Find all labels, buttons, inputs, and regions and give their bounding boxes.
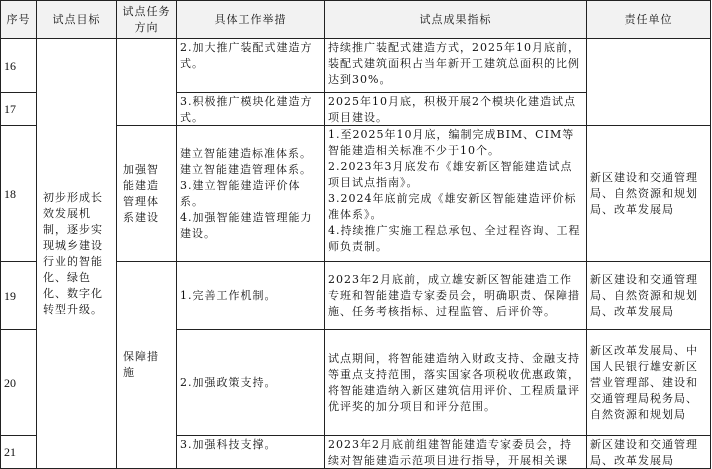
indicator-cell: 2025年10月底，积极开展2个模块化建造试点项目建设。: [325, 93, 587, 126]
indicator-line: 4.持续推广实施工程总承包、全过程咨询、工程师负责制。: [328, 224, 581, 253]
direction-cell-empty: [117, 39, 177, 126]
measure-cell: 1.完善工作机制。: [177, 262, 325, 330]
indicator-cell: 试点期间，将智能建造纳入财政支持、金融支持等重点支持范围，落实国家各项税收优惠政策，将智能建造纳入新区建筑信用评价、工程质量评优评奖的加分项目和评分范围。: [325, 330, 587, 436]
measure-cell: 3.加强科技支撑。: [177, 436, 325, 469]
indicator-line: 3.2024年底前完成《雄安新区智能建造评价标准体系》。: [328, 192, 577, 221]
measure-line: 建立智能建造管理体系。: [180, 162, 312, 176]
header-units: 责任单位: [587, 1, 711, 39]
measure-line: 3.建立智能建造评价体系。: [180, 178, 301, 208]
header-seq: 序号: [1, 1, 37, 39]
measure-cell: 3.积极推广模块化建造方式。: [177, 93, 325, 126]
units-cell-empty: [587, 39, 711, 126]
indicator-cell: [325, 126, 587, 262]
header-goal: 试点目标: [37, 1, 117, 39]
measure-cell: 2.加强政策支持。: [177, 330, 325, 436]
measure-cell: [177, 126, 325, 262]
units-cell: 新区建设和交通管理局、自然资源和规划局、改革发展局: [587, 262, 711, 330]
header-measures: 具体工作举措: [177, 1, 325, 39]
row-seq: 19: [1, 262, 37, 330]
measure-cell: 2.加大推广装配式建造方式。: [177, 39, 325, 93]
row-seq: 21: [1, 436, 37, 469]
row-seq: 18: [1, 126, 37, 262]
table-header-row: [1, 1, 711, 39]
measure-line: 建立智能建造标准体系。: [180, 146, 312, 160]
indicator-cell: 2023年2月底前，成立雄安新区智能建造工作专班和智能建造专家委员会，明确职责、保障措施、任务考核指标、过程监管、后评价等。: [325, 262, 587, 330]
row-seq: 17: [1, 93, 37, 126]
indicator-line: 2.2023年3月底发布《雄安新区智能建造试点项目试点指南》。: [328, 160, 573, 189]
indicator-cell: 持续推广装配式建造方式，2025年10月底前，装配式建筑面积占当年新开工建筑总面积的比例达到30%。: [325, 39, 587, 93]
header-indicators: 试点成果指标: [325, 1, 587, 39]
row-seq: 20: [1, 330, 37, 436]
units-cell: 新区建设和交通管理局、自然资源和规划局、改革发展局: [587, 126, 711, 262]
units-cell: 新区建设和交通管理局、改革发展局: [587, 436, 711, 469]
direction-cell: 加强智能建造管理体系建设: [117, 126, 177, 262]
units-cell: 新区改革发展局、中国人民银行雄安新区营业管理部、建设和交通管理局税务局、自然资源和规划局: [587, 330, 711, 436]
row-seq: 16: [1, 39, 37, 93]
direction-cell: 保障措施: [117, 262, 177, 469]
goal-cell: 初步形成长效发展机制，逐步实现城乡建设行业的智能化、绿色化、数字化转型升级。: [37, 39, 117, 469]
indicator-line: 1.至2025年10月底，编制完成BIM、CIM等智能建造相关标准不少于10个。: [328, 128, 575, 157]
indicator-cell: 2023年2月底前组建智能建造专家委员会，持续对智能建造示范项目进行指导，开展相关课: [325, 436, 587, 469]
measure-line: 4.加强智能建造管理能力建设。: [180, 210, 313, 240]
header-direction: 试点任务方向: [117, 1, 177, 39]
table-row: [1, 39, 711, 93]
